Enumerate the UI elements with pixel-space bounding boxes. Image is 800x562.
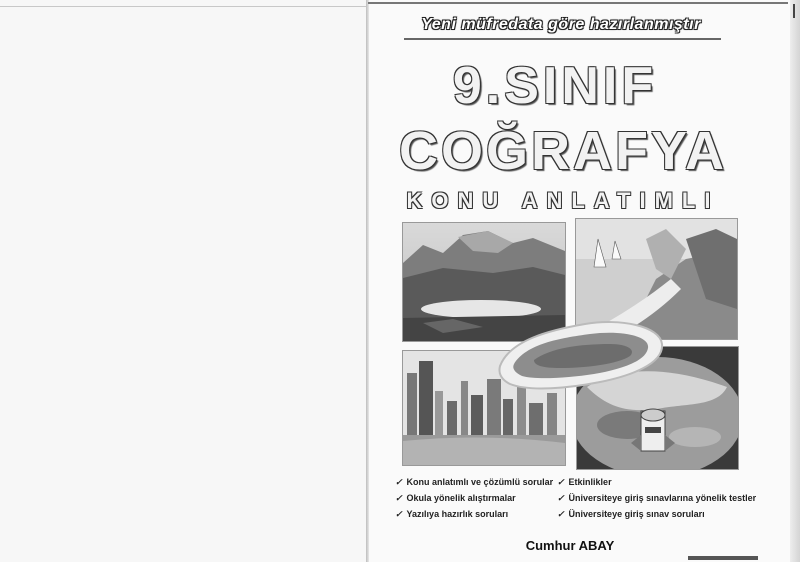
left-blank-page: [0, 0, 368, 562]
check-icon: ✓: [395, 493, 403, 503]
feature-item: ✓ Üniversiteye giriş sınav soruları: [557, 509, 705, 519]
slogan-underline: [404, 38, 721, 40]
feature-item: ✓ Yazılıya hazırlık soruları: [395, 509, 509, 519]
features-list: [395, 474, 775, 524]
check-icon: ✓: [395, 477, 403, 487]
grade-title: 9.SINIF: [452, 57, 658, 115]
subtitle: KONU ANLATIMLI: [406, 188, 720, 213]
slogan-banner: Yeni müfredata göre hazırlanmıştır: [421, 16, 701, 33]
check-icon: ✓: [557, 477, 565, 487]
top-edge-line: [0, 6, 368, 7]
feature-item: ✓ Konu anlatımlı ve çözümlü sorular: [395, 477, 554, 487]
island-photo: [490, 300, 670, 410]
feature-item: ✓ Üniversiteye giriş sınavlarına yönelik testler: [557, 493, 757, 503]
features-right-column: [557, 474, 777, 522]
check-icon: ✓: [557, 509, 565, 519]
cover-top-edge: [368, 2, 788, 4]
check-icon: ✓: [557, 493, 565, 503]
check-icon: ✓: [395, 509, 403, 519]
author-name: Cumhur ABAY: [525, 538, 615, 553]
feature-item: ✓ Etkinlikler: [557, 477, 612, 487]
feature-item: ✓ Okula yönelik alıştırmalar: [395, 493, 516, 503]
right-page-edge: [790, 0, 800, 562]
features-left-column: [395, 474, 565, 522]
subject-title: COĞRAFYA: [398, 121, 728, 181]
corner-mark: [787, 4, 795, 18]
bottom-publisher-mark: [688, 556, 758, 560]
